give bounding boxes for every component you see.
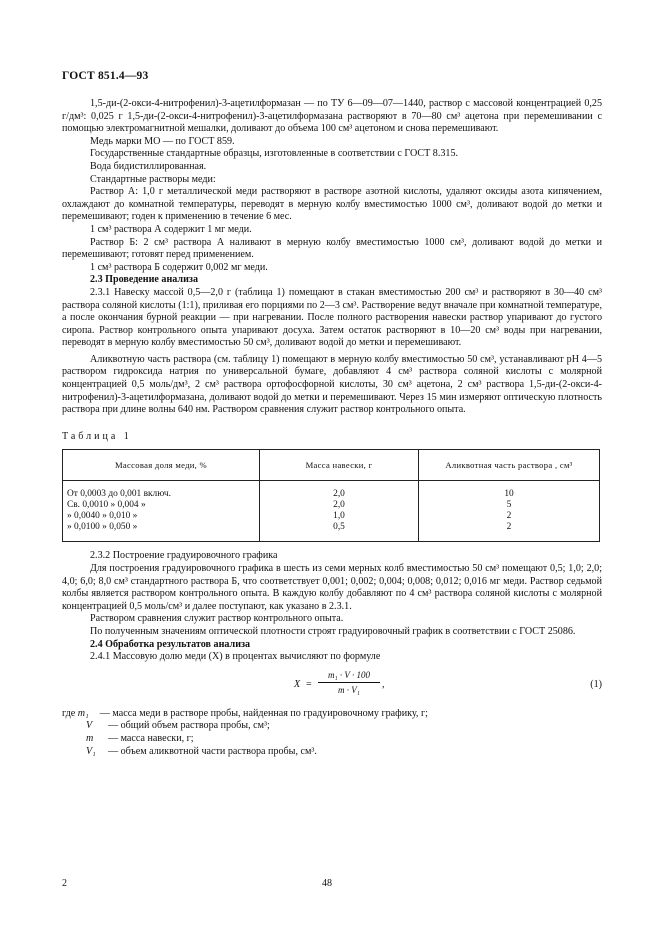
table-row [63,511,600,522]
table-cell: 0,5 [260,522,419,542]
table-row [63,500,600,511]
section-2-3-2-reference: Раствором сравнения служит раствор контрольного опыта. [90,613,344,625]
formula-comma: , [382,678,385,690]
formula-lhs: X [294,678,301,690]
table-title: Таблица 1 [62,430,132,442]
definition-row [62,708,602,721]
section-2-3-heading: 2.3 Проведение анализа [90,274,198,286]
solution-b-content: 1 см³ раствора Б содержит 0,002 мг меди. [90,261,268,273]
definition-symbol: V [86,720,93,732]
table-cell: » 0,0040 » 0,010 » [63,511,260,522]
solution-a: Раствор А: 1,0 г металлической меди растворяют в растворе азотной кислоты, удаляют оксиды азота кипячением, охлаждают до комнатной температуры, переводят в мерную колбу вместимостью 1000 см³, доливают водой до метки и перемешивают; годен к применению в течение 6 мес. [62,186,602,223]
definition-text: — масса навески, г; [108,732,194,744]
reagent-water: Вода бидистиллированная. [90,160,207,172]
definition-text: — объем аликвотной части раствора пробы, см³. [108,745,317,757]
section-2-3-1-aliquot: Аликвотную часть раствора (см. таблицу 1) помещают в мерную колбу вместимостью 50 см³, устанавливают pH 4—5 раствором гидроксида натрия по универсальной бумаге, добавляют 4 см³ раствора соляной кислоты с молярной концентрацией 0,5 моль/дм³, 2 см³ раствора ортофосфорной кислоты, 30 см³ ацетона, 2 см³ раствора 1,5-ди-(2-окси-4-нитрофенил)-3-ацетилформазана, доливают водой до метки и перемешивают. Через 15 мин измеряют оптическую плотность раствора при длине волны 640 нм. Раствором сравнения служит раствор контрольного опыта. [62,353,602,416]
reagent-standard-samples: Государственные стандартные образцы, изготовленные в соответствии с ГОСТ 8.315. [90,148,459,160]
formula-numerator: m₁ · V · 100 [318,669,380,684]
definition-text: — общий объем раствора пробы, см³; [108,720,270,732]
formula-definitions [62,708,602,758]
table-cell: 5 [419,500,600,511]
standard-header: ГОСТ 851.4—93 [62,70,149,82]
definition-row [62,733,602,746]
table-cell: 2 [419,511,600,522]
table-cell: 2,0 [260,481,419,501]
definition-symbol: V₁ [86,745,96,757]
solution-b: Раствор Б: 2 см³ раствора А наливают в мерную колбу вместимостью 1000 см³, доливают водой до метки и перемешивают; готовят перед применением. [62,236,602,261]
table-cell: 2,0 [260,500,419,511]
section-2-4-heading: 2.4 Обработка результатов анализа [90,638,251,650]
table-header-aliquot: Аликвотная часть раствора , см³ [419,450,600,481]
definition-text: — масса меди в растворе пробы, найденная по градуировочному графику, г; [99,707,428,719]
table-row [63,481,600,501]
table-cell: » 0,0100 » 0,050 » [63,522,260,542]
formula-fraction [318,669,380,697]
definition-row [62,746,602,759]
section-2-4-1: 2.4.1 Массовую долю меди (X) в процентах вычисляют по формуле [90,651,381,663]
definition-symbol: m₁ [77,707,89,719]
table-header-sample-mass: Масса навески, г [260,450,419,481]
table-1 [62,449,600,542]
formula-denominator: m · V₁ [338,685,360,696]
definition-symbol: m [86,732,94,744]
page-number-center: 48 [322,878,332,889]
document-body [62,98,602,758]
formula-number: (1) [590,678,602,690]
standard-solutions-heading: Стандартные растворы меди: [90,173,216,185]
section-2-3-2-heading: 2.3.2 Построение градуировочного графика [90,550,278,562]
section-2-3-2-text: Для построения градуировочного графика в шесть из семи мерных колб вместимостью 50 см³ помещают 0,5; 1,0; 2,0; 4,0; 6,0; 8,0 см³ стандартного раствора Б, что соответствует 0,001; 0,002; 0,004; 0,008; 0,012; 0,016 мг меди. Раствор седьмой колбы является раствором контрольного опыта. В каждую колбу добавляют по 4 см³ раствора соляной кислоты с молярной концентрацией 0,5 моль/см³ и далее поступают, как указано в 2.3.1. [62,563,602,612]
definition-row [62,720,602,733]
table-cell: От 0,0003 до 0,001 включ. [63,481,260,501]
formula-equals: = [306,678,312,690]
table-cell: 2 [419,522,600,542]
table-header-mass-fraction: Массовая доля меди, % [63,450,260,481]
section-2-3-1: 2.3.1 Навеску массой 0,5—2,0 г (таблица 1) помещают в стакан вместимостью 200 см³ и растворяют в 30—40 см³ раствора соляной кислоты (1:1), приливая его порциями по 2—3 см³. Растворение ведут вначале при комнатной температуре, а после окончания бурной реакции — при нагревании. После полного растворения навески раствор упаривают до густого сиропа. Раствор контрольного опыта упаривают досуха. Затем остаток растворяют в 10—20 см³ воды при нагревании, переводят в мерную колбу вместимостью 50 см³, доливают водой до метки и перемешивают. [62,286,602,349]
section-2-3-2-graph: По полученным значениям оптической плотности строят градуировочный график в соответствии с ГОСТ 25086. [90,626,576,637]
reagent-formazan: 1,5-ди-(2-окси-4-нитрофенил)-3-ацетилформазан — по ТУ 6—09—07—1440, раствор с массовой концентрацией 0,25 г/дм³: 0,025 г 1,5-ди-(2-окси-4-нитрофенил)-3-ацетилформазана растворяют в 70—80 см³ ацетона при перемешивании с помощью электромагнитной мешалки, доливают до объема 100 см³ ацетоном и снова перемешивают. [62,98,602,135]
formula-1 [62,668,602,704]
reagent-copper: Медь марки МО — по ГОСТ 859. [90,135,235,147]
table-row [63,522,600,542]
table-cell: 10 [419,481,600,501]
table-cell: 1,0 [260,511,419,522]
page-number-left: 2 [62,878,67,889]
table-cell: Св. 0,0010 » 0,004 » [63,500,260,511]
definition-prefix: где [62,707,76,719]
solution-a-content: 1 см³ раствора А содержит 1 мг меди. [90,223,252,235]
